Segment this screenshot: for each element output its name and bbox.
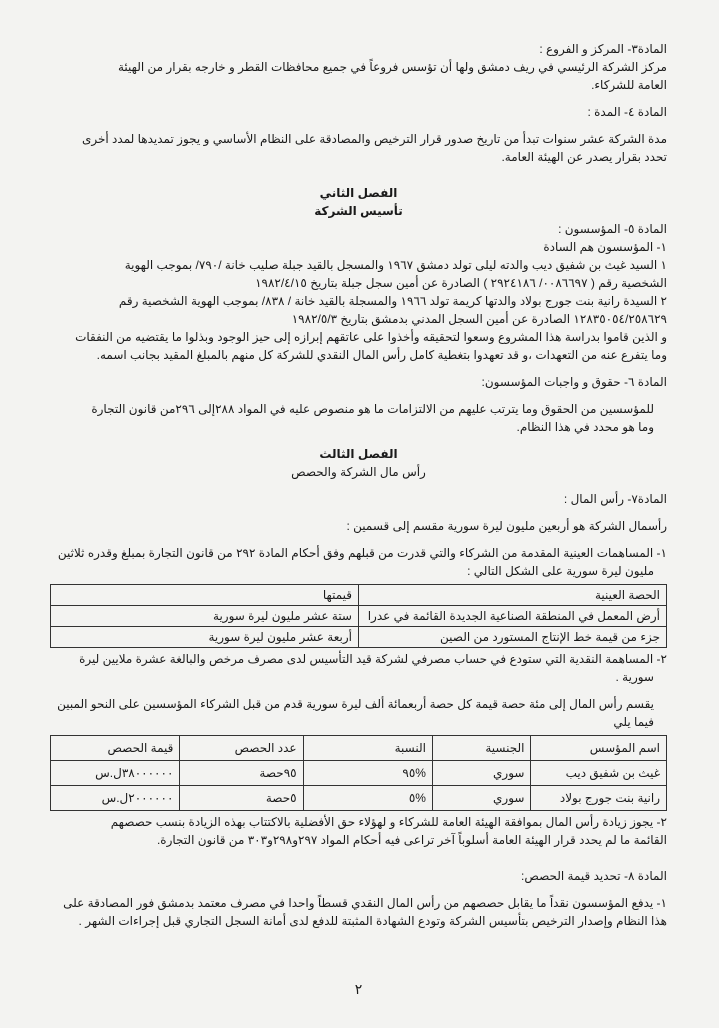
article5-line: و الذين قاموا بدراسة هذا المشروع وسعوا لتحقيقه وأخذوا على عاتقهم إبرازه إلى حيز الوجود وبذلوا ما يقتضيه من النفقات <box>75 330 667 344</box>
chapter2-title: الفصل الثاني <box>319 186 398 200</box>
article7-item1: ١- المساهمات العينية المقدمة من الشركاء والتي قدرت من قبلهم وفق أحكام المادة ٢٩٢ من قانون التجارة بمبلغ وقدره ثلاثين <box>57 546 667 560</box>
article8-line: هذا النظام وإصدار الترخيص بتأسيس الشركة وتودع الشهادة المثبتة للدفع لدى أمانة السجل التجاري قبل إجراءات الشهر . <box>78 914 667 928</box>
article5-line: ١ السيد غيث بن شفيق ديب والدته ليلى تولد دمشق ١٩٦٧ والمسجل بالقيد جبلة صليب خانة /٧٩٠/ بموجب الهوية <box>124 258 667 272</box>
table-cell: %٩٥ <box>303 761 432 786</box>
table-row <box>51 786 667 811</box>
article7-item2b: القائمة ما لم يحدد قرار الهيئة العامة أسلوباً آخر تراعى فيه أحكام المواد ٢٩٧و٢٩٨و٣٠٣ من قانون التجارة. <box>156 833 667 847</box>
table-cell: ٥حصة <box>180 786 303 811</box>
table-header-row <box>51 736 667 761</box>
chapter3-title: الفصل الثالث <box>319 447 398 461</box>
article5-heading: المادة ٥- المؤسسون : <box>558 222 667 236</box>
table-cell: رانية بنت جورج بولاد <box>531 786 667 811</box>
article3-heading: المادة٣- المركز و الفروع : <box>539 42 667 56</box>
table-cell: ٢٠٠٠٠٠٠ل.س <box>51 786 180 811</box>
table-cell: جزء من قيمة خط الإنتاج المستورد من الصين <box>359 627 667 648</box>
article5-line: ٢ السيدة رانية بنت جورج بولاد والدتها كريمة تولد ١٩٦٦ والمسجلة بالقيد خانة / ٨٣٨/ بموجب الهوية الشخصية رقم <box>118 294 667 308</box>
table-cell: %٥ <box>303 786 432 811</box>
article7-heading: المادة٧- رأس المال : <box>563 492 667 506</box>
article8-heading: المادة ٨- تحديد قيمة الحصص: <box>521 869 667 883</box>
article7-intro: رأسمال الشركة هو أربعين مليون ليرة سورية مقسم إلى قسمين : <box>346 519 667 533</box>
article3-line: العامة للشركاء. <box>591 78 667 92</box>
article3-line: مركز الشركة الرئيسي في ريف دمشق ولها أن تؤسس فروعاً في جميع محافظات القطر و خارجه بقرار من الهيئة <box>118 60 667 74</box>
table-header: قيمة الحصص <box>51 736 180 761</box>
table-cell: ٩٥حصة <box>180 761 303 786</box>
article6-heading: المادة ٦- حقوق و واجبات المؤسسون: <box>481 375 667 389</box>
chapter2-subtitle: تأسيس الشركة <box>314 204 403 218</box>
table-cell: أرض المعمل في المنطقة الصناعية الجديدة القائمة في عدرا <box>359 606 667 627</box>
table-header: الجنسية <box>432 736 531 761</box>
article4-line: تحدد بقرار يصدر عن الهيئة العامة. <box>501 150 667 164</box>
table-row <box>51 606 667 627</box>
table-cell: غيث بن شفيق ديب <box>531 761 667 786</box>
table-row <box>51 627 667 648</box>
shares-intro: يقسم رأس المال إلى مئة حصة قيمة كل حصة أربعمائة ألف ليرة سورية قدم من قبل الشركاء المؤسسين على النحو المبين <box>57 697 654 711</box>
article5-line: ١٢٨٣٥٠٥٤/٢٥٨٦٢٩ الصادرة عن أمين السجل المدني بدمشق بتاريخ ١٩٨٢/٥/٣ <box>291 312 667 326</box>
shares-intro: فيما يلي <box>613 715 654 729</box>
article5-line: ١- المؤسسون هم السادة <box>543 240 667 254</box>
article6-line: للمؤسسين من الحقوق وما يترتب عليهم من الالتزامات ما هو منصوص عليه في المواد ٢٨٨إلى ٢٩٦من قانون التجارة <box>91 402 654 416</box>
table-cell: ٣٨٠٠٠٠٠٠ل.س <box>51 761 180 786</box>
table-cell: أربعة عشر مليون ليرة سورية <box>51 627 359 648</box>
table-header: الحصة العينية <box>359 585 667 606</box>
article7-item1: مليون ليرة سورية على الشكل التالي : <box>467 564 654 578</box>
article8-line: ١- يدفع المؤسسون نقداً ما يقابل حصصهم من رأس المال النقدي قسطاً واحدا في مصرف معتمد بدمشق فور المصادقة على <box>63 896 667 910</box>
article4-line: مدة الشركة عشر سنوات تبدأ من تاريخ صدور قرار الترخيص والمصادقة على النظام الأساسي و يجوز تمديدها لمدد أخرى <box>81 132 667 146</box>
table-cell: سوري <box>432 761 531 786</box>
article7-item2: سورية . <box>615 670 654 684</box>
table-row <box>51 761 667 786</box>
table-cell: ستة عشر مليون ليرة سورية <box>51 606 359 627</box>
chapter3-subtitle: رأس مال الشركة والحصص <box>291 465 426 479</box>
table-header-row <box>51 585 667 606</box>
article5-line: الشخصية رقم ( ٠٠٨٦٦٩٧/ ٢٩٢٤١٨٦ ) الصادرة عن أمين سجل جبلة بتاريخ ١٩٨٢/٤/١٥ <box>255 276 667 290</box>
table-cell: سوري <box>432 786 531 811</box>
article7-item2: ٢- المساهمة النقدية التي ستودع في حساب مصرفي لشركة قيد التأسيس لدى مصرف مرخص والبالغة عشرة ملايين ليرة <box>79 652 667 666</box>
shares-table <box>50 735 667 811</box>
page-number: ٢ <box>354 981 363 997</box>
article7-item2b: ٢- يجوز زيادة رأس المال بموافقة الهيئة العامة للشركاء و لهؤلاء حق الأفضلية بالاكتتاب بهذه الزيادة بنسب حصصهم <box>110 815 667 829</box>
article4-heading: المادة ٤- المدة : <box>587 105 667 119</box>
table-header: عدد الحصص <box>180 736 303 761</box>
article6-line: وما هو محدد في هذا النظام. <box>516 420 654 434</box>
table-header: قيمتها <box>51 585 359 606</box>
table-header: اسم المؤسس <box>531 736 667 761</box>
in-kind-table <box>50 584 667 648</box>
table-header: النسبة <box>303 736 432 761</box>
article5-line: وما يتفرع عنه من التعهدات ،و قد تعهدوا بتغطية كامل رأس المال النقدي للشركة كل منهم بالمبلغ المقيد بجانب اسمه. <box>96 348 667 362</box>
